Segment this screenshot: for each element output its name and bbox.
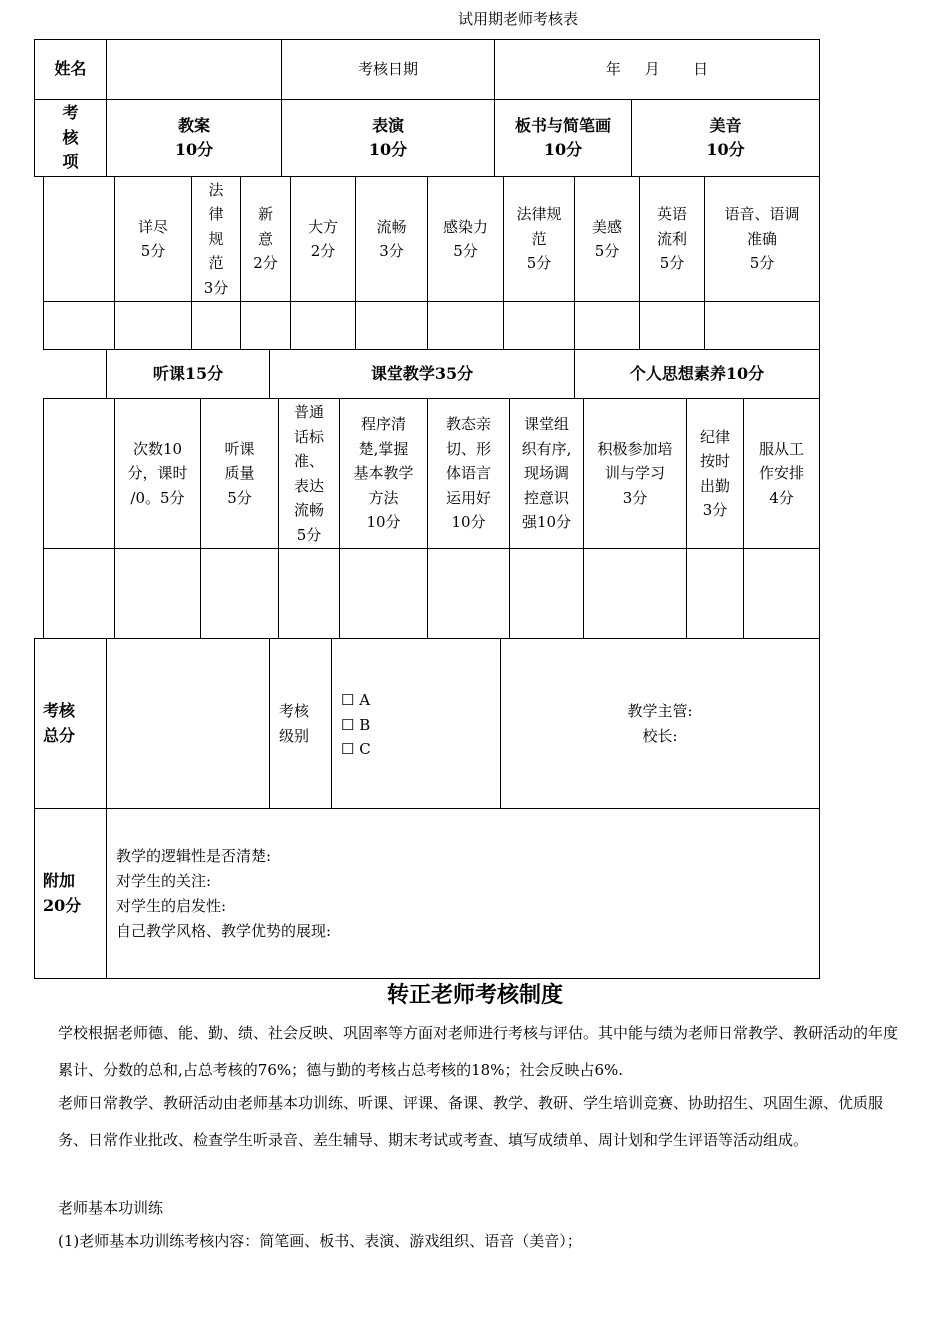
- group-blackboard-drawing: 板书与简笔画 10分: [514, 115, 611, 159]
- level-options: [341, 688, 371, 762]
- addon-question: 对学生的关注:: [116, 872, 212, 890]
- date-field[interactable]: 年 月 日: [605, 60, 709, 79]
- criterion-demeanor: 教态亲 切、形 体语言 运用好 10分: [445, 415, 491, 532]
- group-classroom-teaching: 课堂教学35分: [370, 363, 474, 383]
- criterion-training: 积极参加培 训与学习 3分: [597, 439, 673, 507]
- addon-question: 对学生的启发性:: [116, 897, 227, 915]
- addon-question: 自己教学风格、教学优势的展现:: [116, 922, 332, 940]
- group-lesson-observation: 听课15分: [152, 363, 224, 383]
- policy-paragraph: (1)老师基本功训练考核内容：简笔画、板书、表演、游戏组织、语音（美音）；: [58, 1232, 582, 1250]
- criterion-fluency: 流畅 3分: [376, 217, 407, 260]
- criterion-legal-standard: 法 律 规 范 3分: [203, 180, 229, 297]
- criterion-observation-count: 次数10 分，课时 /0。5分: [127, 439, 188, 507]
- level-option-c[interactable]: ☐ C: [341, 740, 371, 758]
- policy-title: 转正老师考核制度: [386, 982, 563, 1008]
- criterion-english-fluency: 英语 流利 5分: [656, 205, 687, 273]
- total-score-label: 考核 总分: [43, 701, 76, 745]
- criterion-mandarin: 普通 话标 准、 表达 流畅 5分: [293, 403, 324, 544]
- level-option-a[interactable]: ☐ A: [341, 691, 371, 709]
- addon-label: 附加 20分: [43, 871, 82, 915]
- name-label: 姓名: [54, 59, 87, 79]
- criterion-poise: 大方 2分: [307, 217, 338, 260]
- policy-paragraph: 老师基本功训练: [58, 1199, 164, 1217]
- criterion-aesthetics: 美感 5分: [591, 217, 622, 260]
- level-option-b[interactable]: ☐ B: [341, 715, 371, 734]
- name-field[interactable]: [107, 40, 281, 99]
- criterion-procedure: 程序清 楚,掌握 基本教学 方法 10分: [353, 415, 414, 532]
- group-american-pronunciation: 美音 10分: [706, 115, 745, 159]
- criterion-discipline: 纪律 按时 出勤 3分: [699, 427, 730, 519]
- criterion-appeal: 感染力 5分: [442, 217, 488, 260]
- criterion-observation-quality: 听课 质量 5分: [224, 439, 255, 507]
- form-title: 试用期老师考核表: [457, 10, 578, 28]
- level-label: 考核 级别: [279, 702, 310, 745]
- criterion-detailed: 详尽 5分: [137, 217, 168, 260]
- criterion-legal-standard-2: 法律规 范 5分: [516, 205, 562, 273]
- group-performance: 表演 10分: [368, 115, 408, 159]
- criterion-obedience: 服从工 作安排 4分: [758, 439, 804, 507]
- group-lesson-plan: 教案 10分: [174, 115, 214, 159]
- total-score-field[interactable]: [107, 639, 269, 808]
- group-personal-quality: 个人思想素养10分: [629, 363, 765, 383]
- assessment-item-label: 考 核 项: [62, 103, 79, 172]
- criterion-classroom-order: 课堂组 织有序, 现场调 控意识 强10分: [521, 415, 572, 532]
- policy-paragraph: 老师日常教学、教研活动由老师基本功训练、听课、评课、备课、教学、教研、学生培训竞赛、协助招生、巩固生源、优质服务、日常作业批改、检查学生听录音、差生辅导、期末考试或考查、填写成绩单、周计划和学生评语等活动组成。: [58, 1094, 884, 1149]
- policy-paragraph: 学校根据老师德、能、勤、绩、社会反映、巩固率等方面对老师进行考核与评估。其中能与绩为老师日常教学、教研活动的年度累计、分数的总和,占总考核的76%；德与勤的考核占总考核的18%；社会反映占6%.: [58, 1024, 899, 1079]
- date-label: 考核日期: [357, 60, 418, 79]
- addon-questions: [116, 844, 331, 944]
- addon-question: 教学的逻辑性是否清楚:: [116, 847, 272, 865]
- criterion-creativity: 新 意 2分: [253, 205, 278, 273]
- signatures: 教学主管: 校长:: [627, 702, 693, 745]
- criterion-pronunciation: 语音、语调 准确 5分: [724, 205, 800, 273]
